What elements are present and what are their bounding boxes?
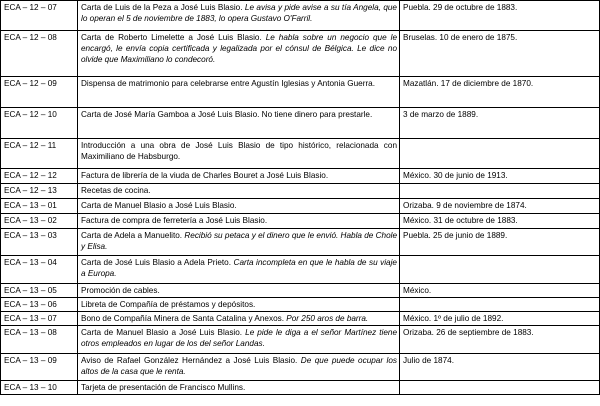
row-description xyxy=(78,326,400,354)
row-description xyxy=(78,108,400,139)
row-place-date: México. xyxy=(400,284,600,298)
row-code: ECA – 13 – 07 xyxy=(1,312,78,326)
row-description xyxy=(78,312,400,326)
row-place-date xyxy=(400,139,600,169)
row-place-date: México. 31 de octubre de 1883. xyxy=(400,214,600,229)
row-code: ECA – 13 – 02 xyxy=(1,214,78,229)
description-text: Carta de Luis de la Peza a José Luis Blasio. xyxy=(81,3,243,12)
row-code: ECA – 12 – 08 xyxy=(1,31,78,77)
description-text: Introducción a una obra de José Luis Blasio de tipo histórico, relacionada con Maximiliano de Habsburgo. xyxy=(81,141,397,161)
table-row xyxy=(1,284,600,298)
table-row xyxy=(1,214,600,229)
row-code: ECA – 12 – 09 xyxy=(1,77,78,108)
row-place-date: Julio de 1874. xyxy=(400,354,600,381)
table-row xyxy=(1,77,600,108)
row-description xyxy=(78,284,400,298)
description-note: Recibió su petaca y el dinero que le envió. Habla de Chole y Elisa. xyxy=(81,231,398,251)
row-description xyxy=(78,256,400,284)
row-place-date: Puebla. 29 de octubre de 1883. xyxy=(400,1,600,31)
description-text: Carta de José Luis Blasio a Adela Prieto. xyxy=(81,258,232,267)
row-place-date xyxy=(400,298,600,312)
row-place-date: México. 1º de julio de 1892. xyxy=(400,312,600,326)
row-description xyxy=(78,184,400,199)
row-code: ECA – 13 – 01 xyxy=(1,199,78,214)
row-description xyxy=(78,298,400,312)
row-code: ECA – 13 – 04 xyxy=(1,256,78,284)
row-code: ECA – 13 – 09 xyxy=(1,354,78,381)
row-description xyxy=(78,169,400,184)
table-row xyxy=(1,298,600,312)
row-code: ECA – 13 – 03 xyxy=(1,229,78,256)
row-description xyxy=(78,1,400,31)
row-place-date xyxy=(400,381,600,395)
description-note: De que puede ocupar los altos de la casa que le renta. xyxy=(81,356,397,376)
row-code: ECA – 13 – 10 xyxy=(1,381,78,395)
description-note: Carta incompleta en que le habla de su viaje a Europa. xyxy=(81,258,397,278)
description-text: Carta de Roberto Limelette a José Luis Blasio. xyxy=(81,33,262,42)
row-code: ECA – 12 – 12 xyxy=(1,169,78,184)
description-text: Factura de librería de la viuda de Charles Bouret a José Luis Blasio. xyxy=(81,171,329,180)
table-row xyxy=(1,381,600,395)
description-note: Le habla sobre un negocio que le encargó, le envía copia certificada y legalizada por el cónsul de Bélgica. Le dice no olvide que Maximiliano lo condecoró. xyxy=(81,33,398,64)
row-place-date: Puebla. 25 de junio de 1889. xyxy=(400,229,600,256)
row-description xyxy=(78,77,400,108)
row-place-date xyxy=(400,256,600,284)
row-description xyxy=(78,229,400,256)
description-text: Carta de Manuel Blasio a José Luis Blasio. xyxy=(81,328,243,337)
row-code: ECA – 13 – 05 xyxy=(1,284,78,298)
table-row xyxy=(1,31,600,77)
description-text: Carta de Adela a Manuelito. xyxy=(81,231,183,240)
description-text: Aviso de Rafael González Hernández a José Luis Blasio. xyxy=(81,356,298,365)
description-note: Por 250 aros de barra. xyxy=(286,314,369,323)
row-code: ECA – 13 – 08 xyxy=(1,326,78,354)
row-description xyxy=(78,381,400,395)
description-text: Factura de compra de ferretería a José Luis Blasio. xyxy=(81,216,268,225)
table-row xyxy=(1,169,600,184)
row-description xyxy=(78,354,400,381)
description-text: Carta de José María Gamboa a José Luis Blasio. No tiene dinero para prestarle. xyxy=(81,110,373,119)
description-text: Promoción de cables. xyxy=(81,286,160,295)
description-text: Dispensa de matrimonio para celebrarse entre Agustín Iglesias y Antonia Guerra. xyxy=(81,79,375,88)
description-text: Carta de Manuel Blasio a José Luis Blasio. xyxy=(81,201,237,210)
row-description xyxy=(78,31,400,77)
table-row xyxy=(1,256,600,284)
catalog-body xyxy=(1,1,600,395)
table-row xyxy=(1,108,600,139)
table-row xyxy=(1,139,600,169)
description-note: Le avisa y pide avise a su tía Angela, que lo operan el 5 de noviembre de 1883, lo opera Gustavo O'Farril. xyxy=(81,3,397,23)
table-row xyxy=(1,326,600,354)
row-description xyxy=(78,139,400,169)
row-description xyxy=(78,199,400,214)
table-row xyxy=(1,1,600,31)
description-text: Libreta de Compañía de préstamos y depósitos. xyxy=(81,300,256,309)
row-place-date: 3 de marzo de 1889. xyxy=(400,108,600,139)
row-place-date: Mazatlán. 17 de diciembre de 1870. xyxy=(400,77,600,108)
table-row xyxy=(1,184,600,199)
row-code: ECA – 13 – 06 xyxy=(1,298,78,312)
description-text: Tarjeta de presentación de Francisco Mullins. xyxy=(81,383,246,392)
row-place-date: México. 30 de junio de 1913. xyxy=(400,169,600,184)
table-row xyxy=(1,199,600,214)
row-code: ECA – 12 – 13 xyxy=(1,184,78,199)
row-description xyxy=(78,214,400,229)
description-text: Bono de Compañía Minera de Santa Catalina y Anexos. xyxy=(81,314,284,323)
table-row xyxy=(1,312,600,326)
row-place-date xyxy=(400,184,600,199)
table-row xyxy=(1,229,600,256)
row-place-date: Bruselas. 10 de enero de 1875. xyxy=(400,31,600,77)
description-note: Le pide le diga a el señor Martínez tiene otros empleados en lugar de los del señor Landas. xyxy=(81,328,397,348)
row-place-date: Orizaba. 9 de noviembre de 1874. xyxy=(400,199,600,214)
table-row xyxy=(1,354,600,381)
row-code: ECA – 12 – 10 xyxy=(1,108,78,139)
row-code: ECA – 12 – 11 xyxy=(1,139,78,169)
row-code: ECA – 12 – 07 xyxy=(1,1,78,31)
row-place-date: Orizaba. 26 de septiembre de 1883. xyxy=(400,326,600,354)
description-text: Recetas de cocina. xyxy=(81,186,151,195)
